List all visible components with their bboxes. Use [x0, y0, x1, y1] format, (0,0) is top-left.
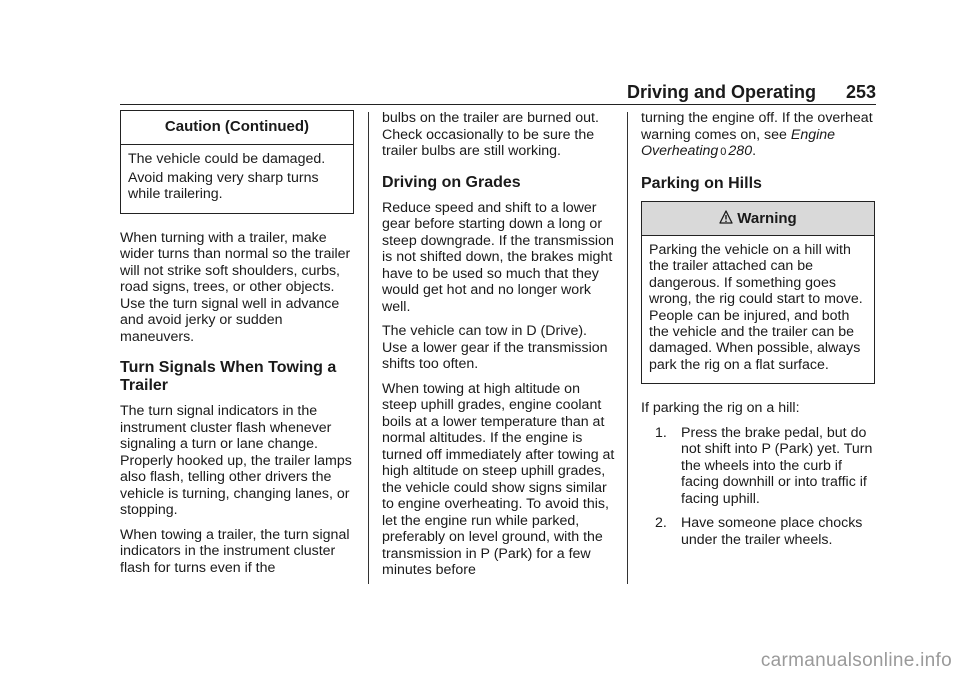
steps-list: [641, 425, 875, 549]
paragraph: If parking the rig on a hill:: [641, 400, 800, 417]
warning-triangle-icon: [719, 210, 733, 224]
caution-title: Caution (Continued): [121, 111, 353, 145]
paragraph: When towing a trailer, the turn signal indicators in the instrument cluster flash for turns even if the: [120, 526, 350, 576]
paragraph: When turning with a trailer, make wider turns than normal so the trailer will not strike soft shoulders, curbs, road signs, trees, or other objects. Use the turn signal well in advance and avoid jerky or sudden maneuvers.: [120, 229, 351, 345]
paragraph: Reduce speed and shift to a lower gear before starting down a long or steep downgrade. If the transmission is not shifted down, the brakes might have to be used so much that they would get hot and no longer work well.: [382, 199, 614, 315]
watermark: carmanualsonline.info: [760, 650, 952, 671]
warning-text: Parking the vehicle on a hill with the trailer attached can be dangerous. If something goes wrong, the rig could start to move. People can be injured, and both the vehicle and the trailer can be damaged. When possible, always park the rig on a flat surface.: [649, 242, 863, 373]
paragraph: The vehicle can tow in D (Drive). Use a lower gear if the transmission shifts too often.: [382, 323, 608, 372]
list-item: [641, 425, 875, 508]
section-heading: Driving on Grades: [382, 173, 521, 191]
list-item: [641, 515, 875, 548]
column-divider-2: [627, 112, 628, 584]
warning-box: [641, 201, 875, 385]
caution-line: The vehicle could be damaged.: [128, 150, 326, 167]
section-heading: Parking on Hills: [641, 174, 762, 192]
column-1: [120, 110, 354, 584]
paragraph: turning the engine off. If the overheat warning comes on, see Engine Overheating 0 280.: [641, 110, 873, 159]
step-number: 1.: [655, 424, 667, 441]
column-2: [382, 110, 616, 587]
step-number: 2.: [655, 515, 667, 532]
warning-header: [642, 202, 874, 237]
page-number: 253: [845, 82, 876, 102]
section-title: Driving and Operating: [626, 82, 816, 102]
caution-box: [120, 110, 354, 214]
warning-title: Warning: [737, 209, 797, 227]
column-3: [641, 110, 875, 556]
cross-reference-link[interactable]: Engine Overheating: [641, 126, 836, 159]
page-ref-icon: 0: [720, 146, 727, 158]
step-text: Press the brake pedal, but do not shift into P (Park) yet. Turn the wheels into the curb if facing downhill or into traffic if facing uphill.: [681, 424, 873, 507]
paragraph: bulbs on the trailer are burned out. Check occasionally to be sure the trailer bulbs are still working.: [382, 110, 599, 159]
caution-line: Avoid making very sharp turns while trailering.: [128, 169, 319, 203]
cross-reference-page[interactable]: 280: [728, 143, 753, 159]
paragraph: The turn signal indicators in the instrument cluster flash whenever signaling a turn or lane change. Properly hooked up, the trailer lamps also flash, telling other drivers the vehicle is turning, changing lanes, or stopping.: [120, 403, 352, 519]
column-divider-1: [368, 112, 369, 584]
header-rule: [120, 104, 876, 105]
step-text: Have someone place chocks under the trailer wheels.: [681, 515, 863, 548]
page-header: [120, 82, 876, 104]
section-heading: Turn Signals When Towing a Trailer: [120, 359, 337, 395]
paragraph: When towing at high altitude on steep uphill grades, engine coolant boils at a lower temperature than at normal altitudes. If the engine is turned off immediately after towing at high altitude on steep uphill grades, the vehicle could show signs similar to engine overheating. To avoid this, let the engine run while parked, preferably on level ground, with the transmission in P (Park) for a few minutes before: [382, 380, 615, 578]
